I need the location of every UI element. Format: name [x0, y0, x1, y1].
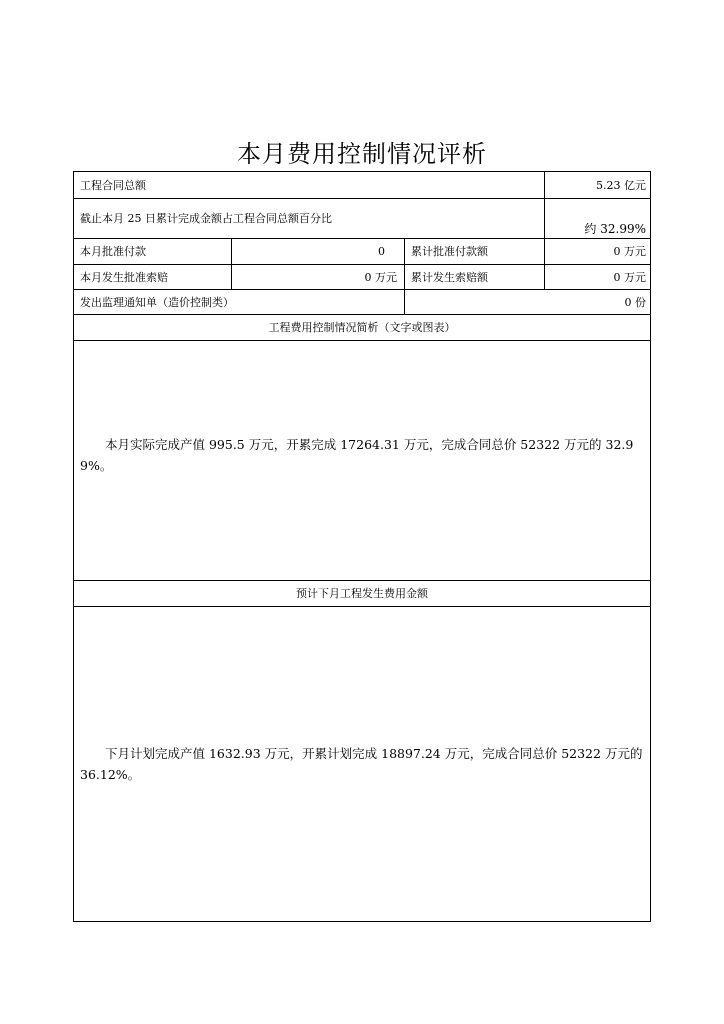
claims-value: 0 万元: [364, 271, 397, 284]
approved-payment-label: 本月批准付款: [80, 245, 146, 258]
column-divider: [544, 238, 545, 289]
approved-payment-value: 0: [378, 245, 385, 258]
contract-total-label: 工程合同总额: [80, 179, 146, 192]
column-divider: [544, 172, 545, 238]
cumulative-pct-value: 约 32.99%: [584, 222, 646, 236]
analysis-text: 本月实际完成产值 995.5 万元，开累完成 17264.31 万元，完成合同总价 52322 万元的 32.99%。: [80, 437, 634, 473]
contract-total-value: 5.23 亿元: [596, 179, 646, 192]
cumulative-claims-label: 累计发生索赔额: [411, 271, 488, 284]
notices-label: 发出监理通知单（造价控制类）: [80, 296, 234, 309]
row-divider: [74, 314, 650, 315]
row-divider: [74, 580, 650, 581]
cumulative-payment-value: 0 万元: [613, 245, 646, 258]
page-title: 本月费用控制情况评析: [237, 140, 487, 168]
cumulative-claims-value: 0 万元: [613, 271, 646, 284]
column-divider: [231, 238, 232, 289]
cumulative-pct-label: 截止本月 25 日累计完成金额占工程合同总额百分比: [80, 212, 332, 225]
analysis-heading: 工程费用控制情况简析（文字或图表）: [268, 321, 456, 334]
row-divider: [74, 606, 650, 607]
row-divider: [74, 289, 650, 290]
forecast-heading: 预计下月工程发生费用金额: [296, 587, 428, 600]
cumulative-payment-label: 累计批准付款额: [411, 245, 488, 258]
row-divider: [74, 340, 650, 341]
cost-control-form: [73, 171, 651, 922]
notices-value: 0 份: [624, 296, 646, 309]
forecast-text: 下月计划完成产值 1632.93 万元，开累计划完成 18897.24 万元，完成合同总价 52322 万元的 36.12%。: [80, 746, 643, 782]
column-divider: [404, 238, 405, 314]
row-divider: [74, 198, 650, 199]
row-divider: [74, 264, 650, 265]
row-divider: [74, 238, 650, 239]
claims-label: 本月发生批准索赔: [80, 271, 168, 284]
